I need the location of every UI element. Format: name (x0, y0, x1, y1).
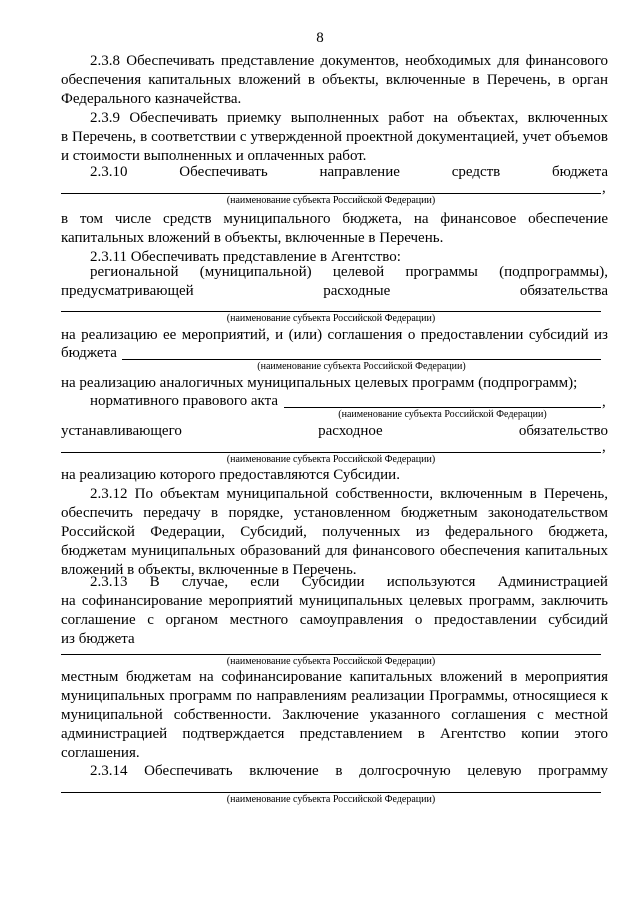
p2311-word: целевой (332, 264, 385, 280)
p2311-word: расходное (318, 423, 383, 439)
blank-line (122, 359, 601, 360)
p2312-line-2: обеспечить передачу в порядке, установленном бюджетным законодательством (61, 505, 608, 521)
p238-line-1: 2.3.8 Обеспечивать представление документов, необходимых для финансового (90, 53, 608, 69)
p2314-word: Обеспечивать (144, 763, 233, 779)
p2314-word: включение (249, 763, 319, 779)
p2310-line-2: в том числе средств муниципального бюджета, на финансовое обеспечение (61, 211, 608, 227)
subject-caption: (наименование субъекта Российской Федерации) (338, 409, 547, 420)
p2313-word: В (149, 574, 160, 590)
p2311-word: (подпрограммы), (499, 264, 608, 280)
p2313-line-8: администрацией подтверждается представлением в Агентство копии этого (61, 726, 608, 742)
p2311-word: обязательства (519, 283, 608, 299)
p2311-word: (муниципальной) (199, 264, 312, 280)
p2314-word: долгосрочную (359, 763, 451, 779)
p2313-line-6: муниципальных программ по направлениям реализации Программы, относящиеся к (61, 688, 608, 704)
subject-caption: (наименование субъекта Российской Федерации) (226, 195, 436, 206)
p2311-word: обязательство (518, 423, 608, 439)
p2313-word: случае, (181, 574, 229, 590)
blank-line (61, 654, 601, 655)
p2311-line-7: на реализацию которого предоставляются Субсидии. (61, 467, 400, 483)
p2311-line-6 (61, 422, 608, 440)
p2311-word: региональной (90, 264, 179, 280)
p2311-line-3 (61, 282, 608, 300)
p238-line-3: Федерального казначейства. (61, 91, 242, 107)
p2314-line-1 (90, 762, 608, 780)
p2312-line-4: бюджетам муниципальных образований для финансового обеспечения капитальных (61, 543, 608, 559)
blank-line (284, 407, 601, 408)
subject-caption: (наименование субъекта Российской Федерации) (257, 361, 466, 372)
p2314-word: в (335, 763, 343, 779)
p2311-line-2 (90, 263, 608, 281)
page-number: 8 (316, 30, 324, 46)
p2310-word: средств (451, 164, 501, 180)
subject-caption: (наименование субъекта Российской Федерации) (226, 313, 436, 324)
p2310-word: направление (319, 164, 400, 180)
p2311-word: расходные (323, 283, 391, 299)
comma: , (602, 394, 606, 410)
comma: , (602, 439, 606, 455)
p239-line-1: 2.3.9 Обеспечивать приемку выполненных работ на объектах, включенных (90, 110, 608, 126)
blank-line (61, 193, 601, 194)
p2313-word: используются (386, 574, 476, 590)
p2311-word: предусматривающей (61, 283, 194, 299)
p2310-word: бюджета (552, 164, 608, 180)
p2310-line-1 (90, 163, 608, 181)
p2313-line-4: из бюджета (61, 631, 135, 647)
blank-line (61, 452, 601, 453)
p2311-word: программы (405, 264, 478, 280)
p2311-line-4: на реализацию ее мероприятий, и (или) соглашения о предоставлении субсидий из (61, 327, 608, 343)
p238-line-2: обеспечения капитальных вложений в объекты, включенные в Перечень, в орган (61, 72, 608, 88)
p239-line-2: в Перечень, в соответствии с утвержденной проектной документацией, учет объемов (61, 129, 608, 145)
p2313-line-9: соглашения. (61, 745, 140, 761)
p2313-line-2: на софинансирование мероприятий муниципальных целевых программ, заключить (61, 593, 608, 609)
npa-label: нормативного правового акта (90, 393, 278, 409)
budget-word: бюджета (61, 345, 117, 361)
p2310-line-3: капитальных вложений в объекты, включенные в Перечень. (61, 230, 444, 246)
p2312-line-1: 2.3.12 По объектам муниципальной собственности, включенным в Перечень, (90, 486, 608, 502)
p2311-word: устанавливающего (61, 423, 182, 439)
p2313-line-7: муниципальной собственности. Заключение указанного соглашения с местной (61, 707, 608, 723)
p2310-word: 2.3.10 (90, 164, 128, 180)
p239-line-3: и стоимости выполненных и оплаченных работ. (61, 148, 367, 164)
p2313-word: Администрацией (497, 574, 608, 590)
blank-line (61, 792, 601, 793)
p2314-word: 2.3.14 (90, 763, 128, 779)
p2313-line-1 (90, 573, 608, 591)
p2311-line-1: 2.3.11 Обеспечивать представление в Агентство: (90, 249, 401, 265)
p2313-word: если (250, 574, 280, 590)
p2313-word: 2.3.13 (90, 574, 128, 590)
p2314-word: целевую (467, 763, 522, 779)
p2313-line-3: соглашение с органом местного самоуправления о предоставлении субсидий (61, 612, 608, 628)
subject-caption: (наименование субъекта Российской Федерации) (226, 794, 436, 805)
subject-caption: (наименование субъекта Российской Федерации) (226, 454, 436, 465)
p2313-word: Субсидии (301, 574, 365, 590)
p2312-line-3: Российской Федерации, Субсидий, полученных из федерального бюджета, (61, 524, 608, 540)
subject-caption: (наименование субъекта Российской Федерации) (226, 656, 436, 667)
blank-line (61, 311, 601, 312)
p2311-line-5: на реализацию аналогичных муниципальных целевых программ (подпрограмм); (61, 375, 578, 391)
p2314-word: программу (538, 763, 608, 779)
p2310-word: Обеспечивать (179, 164, 268, 180)
comma: , (602, 180, 606, 196)
p2313-line-5: местным бюджетам на софинансирование капитальных вложений в мероприятия (61, 669, 608, 685)
p2312-line-5: вложений в объекты, включенные в Перечень. (61, 562, 357, 578)
